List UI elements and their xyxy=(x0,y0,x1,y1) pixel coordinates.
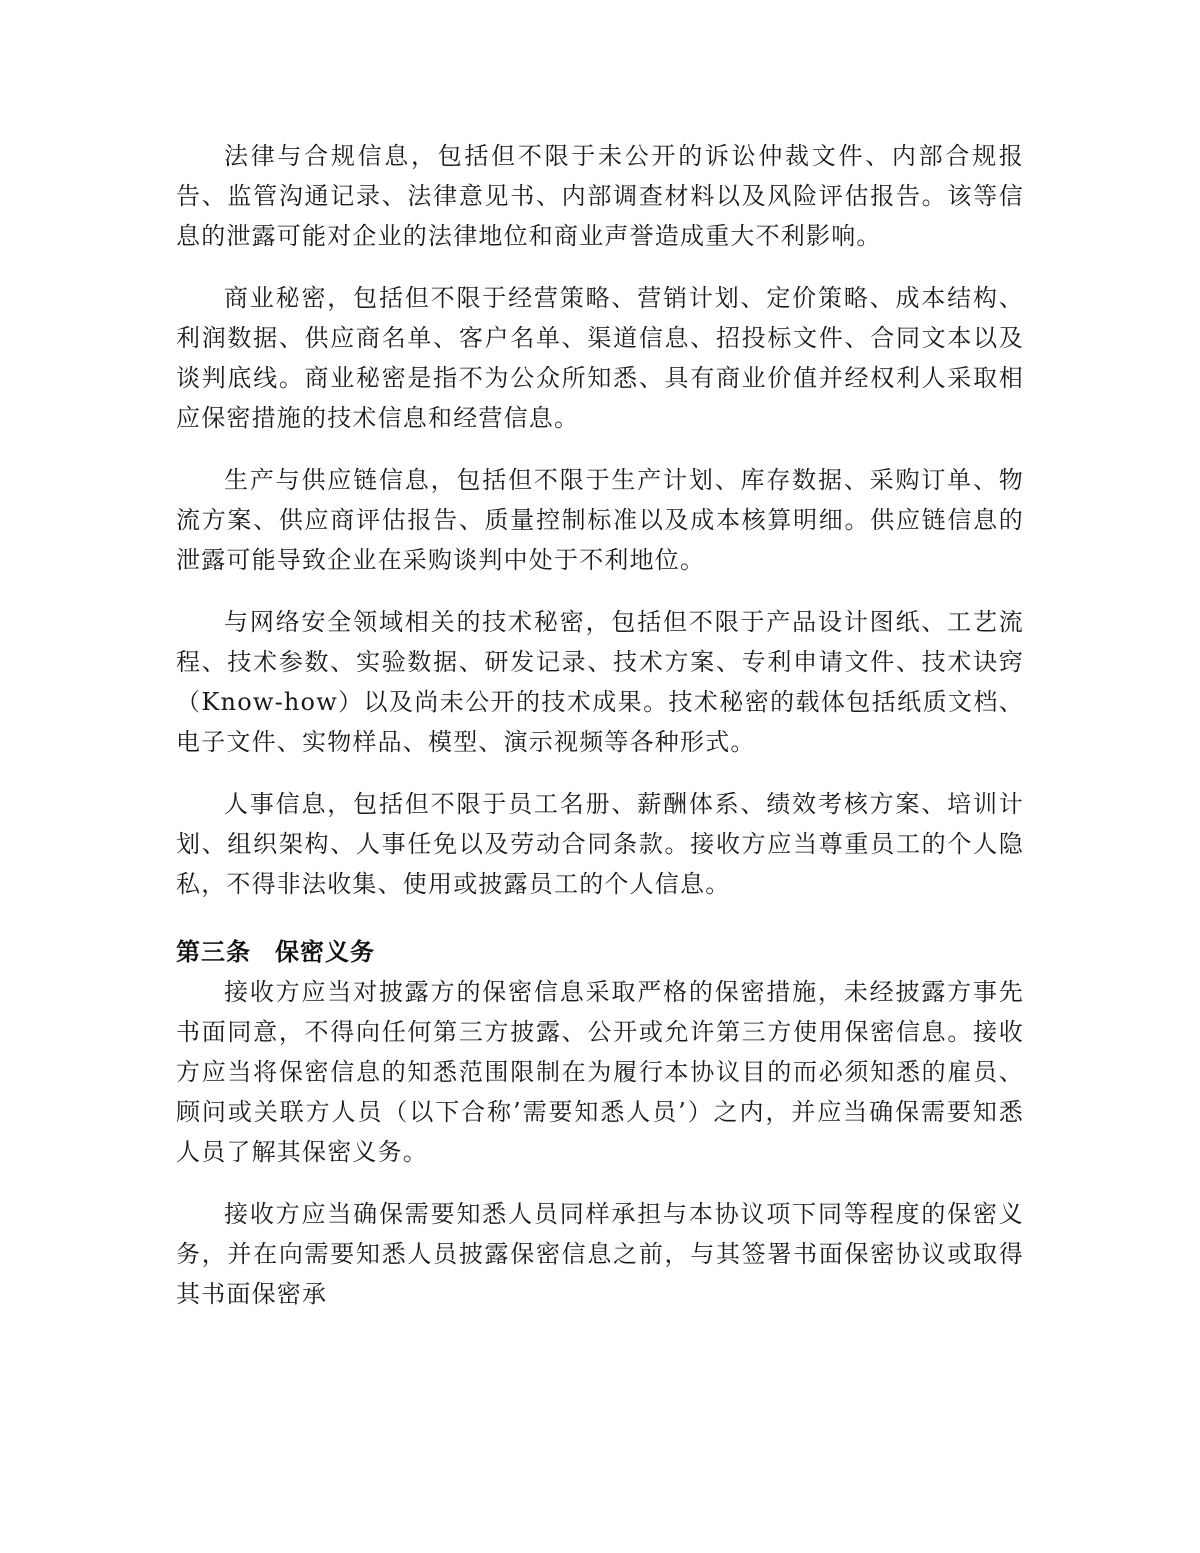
section-heading xyxy=(176,932,1024,972)
section-title: 保密义务 xyxy=(275,938,375,966)
paragraph-need-to-know-obligations: 接收方应当确保需要知悉人员同样承担与本协议项下同等程度的保密义务，并在向需要知悉人员披露保密信息之前，与其签署书面保密协议或取得其书面保密承 xyxy=(176,1200,1024,1308)
section-number: 第三条 xyxy=(176,938,251,966)
document-body xyxy=(176,136,1024,1336)
paragraph-personnel-info: 人事信息，包括但不限于员工名册、薪酬体系、绩效考核方案、培训计划、组织架构、人事任免以及劳动合同条款。接收方应当尊重员工的个人隐私，不得非法收集、使用或披露员工的个人信息。 xyxy=(176,790,1024,898)
paragraph-confidentiality-measures: 接收方应当对披露方的保密信息采取严格的保密措施，未经披露方事先书面同意，不得向任何第三方披露、公开或允许第三方使用保密信息。接收方应当将保密信息的知悉范围限制在为履行本协议目的而必须知悉的雇员、顾问或关联方人员（以下合称’需要知悉人员’）之内，并应当确保需要知悉人员了解其保密义务。 xyxy=(176,978,1024,1166)
paragraph-trade-secrets: 商业秘密，包括但不限于经营策略、营销计划、定价策略、成本结构、利润数据、供应商名单、客户名单、渠道信息、招投标文件、合同文本以及谈判底线。商业秘密是指不为公众所知悉、具有商业价值并经权利人采取相应保密措施的技术信息和经营信息。 xyxy=(176,284,1024,432)
paragraph-legal-compliance: 法律与合规信息，包括但不限于未公开的诉讼仲裁文件、内部合规报告、监管沟通记录、法律意见书、内部调查材料以及风险评估报告。该等信息的泄露可能对企业的法律地位和商业声誉造成重大不利影响。 xyxy=(176,142,1024,250)
paragraph-supply-chain: 生产与供应链信息，包括但不限于生产计划、库存数据、采购订单、物流方案、供应商评估报告、质量控制标准以及成本核算明细。供应链信息的泄露可能导致企业在采购谈判中处于不利地位。 xyxy=(176,466,1024,574)
paragraph-technical-secrets: 与网络安全领域相关的技术秘密，包括但不限于产品设计图纸、工艺流程、技术参数、实验数据、研发记录、技术方案、专利申请文件、技术诀窍（Know-how）以及尚未公开的技术成果。技术秘密的载体包括纸质文档、电子文件、实物样品、模型、演示视频等各种形式。 xyxy=(176,608,1024,756)
